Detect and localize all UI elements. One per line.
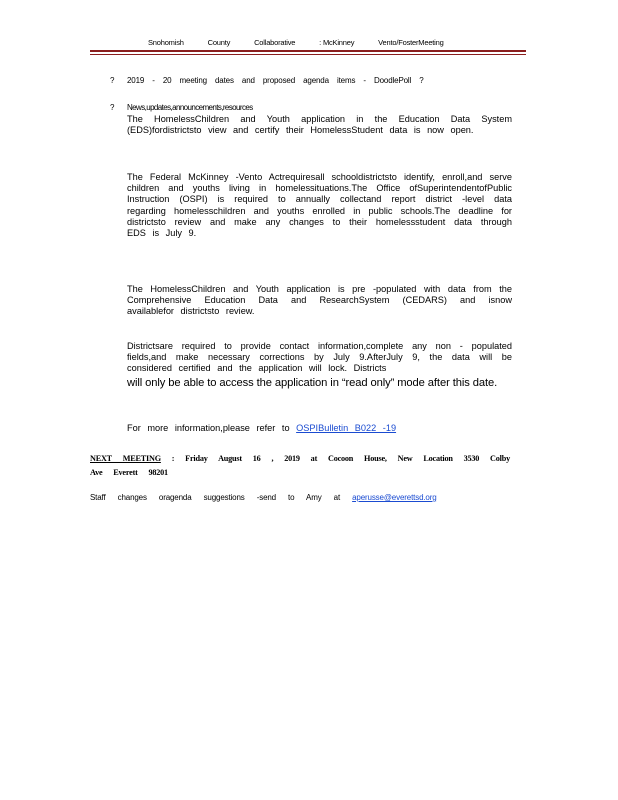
header-rule-thick [90, 50, 526, 52]
paragraph-eds-open: The HomelessChildren and Youth application in the Education Data System (EDS)fordistrictsto view and certify their HomelessStudent data is now open. [127, 114, 512, 136]
next-meeting-details: : Friday August 16 , 2019 at Cocoon House, New Location 3530 Colby Ave Everett 98201 [90, 454, 510, 477]
paragraph-prepopulated: The HomelessChildren and Youth application is pre -populated with data from the Comprehensive Education Data and ResearchSystem (CEDARS) and isnow availablefor districtsto review. [127, 284, 512, 317]
header-part: Collaborative [254, 38, 296, 47]
paragraph-more-info [127, 423, 512, 434]
header-part: Vento/FosterMeeting [378, 38, 444, 47]
staff-changes-text: Staff changes oragenda suggestions -send to Amy at [90, 493, 341, 502]
next-meeting-label: NEXT MEETING [90, 454, 161, 463]
header-rule-thin [90, 54, 526, 55]
ospi-bulletin-link[interactable]: OSPIBulletin B022 -19 [296, 423, 397, 433]
agenda-item-news-wrap [127, 103, 253, 112]
staff-changes [90, 493, 510, 502]
header-part: Snohomish [148, 38, 184, 47]
header-part: County [207, 38, 231, 47]
header-part: : McKinney [319, 38, 355, 47]
agenda-item-news: News,updates,announcements,resources [127, 103, 253, 112]
paragraph-read-only: will only be able to access the application in “read only” mode after this date. [127, 377, 498, 389]
page-header [148, 38, 528, 47]
bullet-marker: ? [110, 76, 115, 85]
paragraph-mckinney-vento: The Federal McKinney -Vento Actrequiresall schooldistrictsto identify, enroll,and serve children and youths living in homelessituations.The Office ofSuperintendentofPublic Instruction (OSPI) is required to annually collectand report district -level data regarding homelesschildren and youths enrolled in public schools.The deadline for districtsto review and make any changes to their homelessstudent data through EDS is July 9. [127, 172, 512, 239]
more-info-text: For more information,please refer to [127, 423, 290, 433]
email-link[interactable]: aperusse@everettsd.org [352, 493, 437, 502]
bullet-marker: ? [110, 103, 115, 112]
next-meeting [90, 452, 510, 479]
agenda-item-meeting-dates: 2019 - 20 meeting dates and proposed agenda items - DoodlePoll ? [127, 76, 424, 85]
paragraph-districts-required: Districtsare required to provide contact information,complete any non - populated fields,and make necessary corrections by July 9.AfterJuly 9, the data will be considered certified and the application will lock. Districts [127, 341, 512, 374]
